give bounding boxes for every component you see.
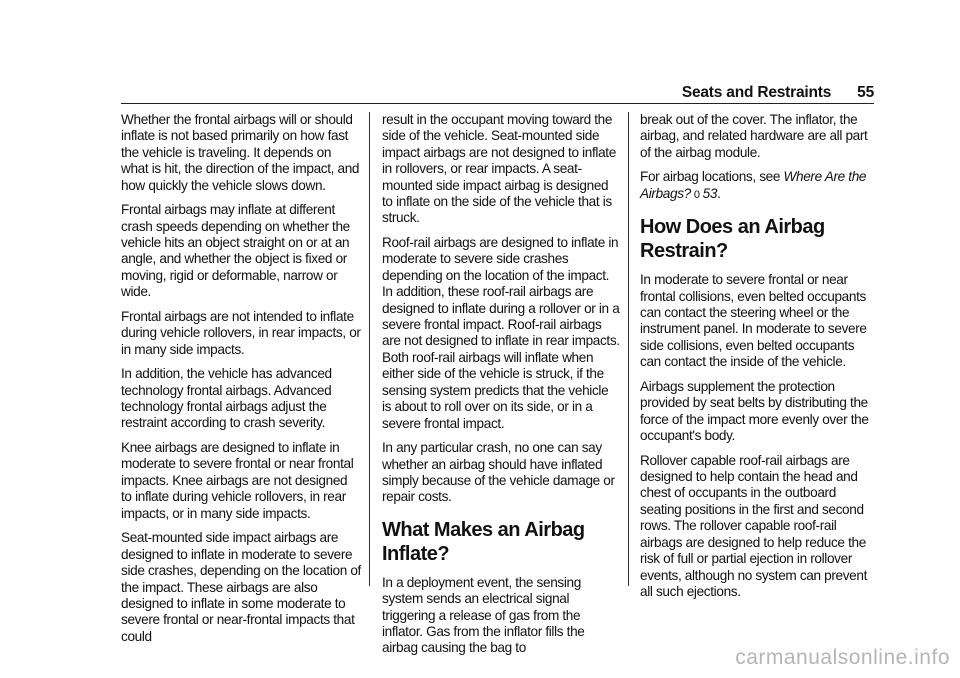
paragraph: Frontal airbags may inflate at different crash speeds depending on whether the vehicle hits an object straight on or at an angle, and whether the object is fixed or moving, rigid or deformable, narrow or wide.	[121, 202, 350, 300]
paragraph: Roof-rail airbags are designed to inflate in moderate to severe side crashes depending on the location of the impact. In addition, these roof-rail airbags are designed to inflate during a rollover or in a severe frontal impact. Roof-rail airbags are not designed to inflate in rear impacts. Both roof-rail airbags will inflate when either side of the vehicle is struck, if the sensing system predicts that the vehicle is about to roll over on its side, or in a severe frontal impact.	[382, 235, 620, 431]
ref-arrow-icon: 0	[693, 188, 700, 201]
paragraph: break out of the cover. The inflator, the airbag, and related hardware are all part of the airbag module.	[640, 112, 868, 160]
paragraph: Whether the frontal airbags will or should inflate is not based primarily on how fast the vehicle is traveling. It depends on what is hit, the direction of the impact, and how quickly the vehicle slows down.	[121, 112, 360, 193]
paragraph: result in the occupant moving toward the side of the vehicle. Seat-mounted side impact airbags are not designed to inflate in rollovers, or rear impacts. A seat-mounted side impact airbag is designed to inflate on the side of the vehicle that is struck.	[382, 112, 616, 226]
column-3	[640, 112, 878, 609]
paragraph: Frontal airbags are not intended to inflate during vehicle rollovers, in rear impacts, or in many side impacts.	[121, 308, 361, 357]
section-title: Seats and Restraints	[681, 84, 832, 101]
ref-link-title[interactable]: Where Are the Airbags?	[640, 169, 867, 201]
column-2	[382, 112, 620, 665]
ref-page-number[interactable]: 53	[702, 185, 718, 201]
paragraph: In a deployment event, the sensing system sends an electrical signal triggering a release of gas from the inflator. Gas from the inflator fills the airbag causing the bag to	[382, 574, 585, 656]
column-1	[121, 112, 361, 653]
ref-suffix: .	[717, 185, 721, 201]
page-header	[682, 84, 874, 102]
header-divider	[121, 103, 874, 104]
paragraph: In addition, the vehicle has advanced technology frontal airbags. Advanced technology frontal airbags adjust the restraint according to crash severity.	[121, 366, 332, 431]
paragraph: Airbags supplement the protection provided by seat belts by distributing the force of the impact more evenly over the occupant's body.	[640, 378, 869, 444]
paragraph: Knee airbags are designed to inflate in moderate to severe frontal or near frontal impacts. Knee airbags are not designed to inflate during vehicle rollovers, in rear impacts, or in many side impacts.	[121, 440, 354, 521]
paragraph: In moderate to severe frontal or near frontal collisions, even belted occupants can contact the steering wheel or the instrument panel. In moderate to severe side collisions, even belted occupants can contact the inside of the vehicle.	[640, 272, 867, 370]
page-number: 55	[857, 84, 874, 101]
paragraph: Rollover capable roof-rail airbags are designed to help contain the head and chest of occupants in the outboard seating positions in the first and second rows. The rollover capable roof-rail airbags are designed to help reduce the risk of full or partial ejection in rollover events, although no system can prevent all such ejections.	[640, 452, 868, 599]
column-divider	[628, 112, 629, 586]
column-divider	[369, 112, 370, 586]
paragraph: In any particular crash, no one can say whether an airbag should have inflated simply because of the vehicle damage or repair costs.	[382, 440, 615, 505]
paragraph: Seat-mounted side impact airbags are designed to inflate in moderate to severe side crashes, depending on the location of the impact. These airbags are also designed to inflate in some moderate to severe frontal or near-frontal impacts that could	[121, 530, 361, 644]
watermark: carmanualsonline.info	[735, 646, 950, 669]
section-heading: What Makes an Airbag Inflate?	[382, 518, 585, 565]
section-heading: How Does an Airbag Restrain?	[640, 216, 825, 263]
ref-prefix: For airbag locations, see	[640, 169, 784, 185]
cross-reference	[640, 169, 878, 203]
